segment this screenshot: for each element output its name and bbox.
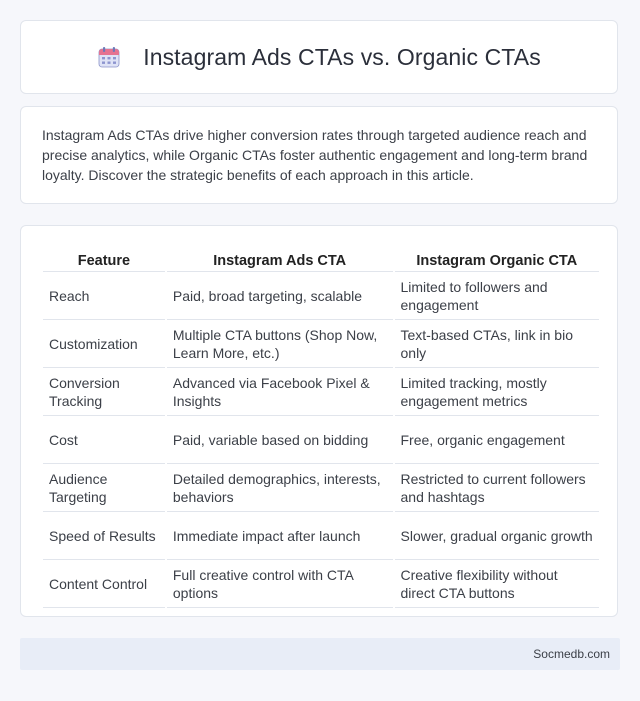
cell-ads: Paid, broad targeting, scalable [167,272,393,320]
intro-card [20,106,618,204]
cell-organic: Limited to followers and engagement [395,272,600,320]
title-row [97,44,541,71]
calendar-icon [97,45,121,69]
cell-feature: Content Control [43,560,165,608]
page-title: Instagram Ads CTAs vs. Organic CTAs [143,43,541,70]
table-row [43,320,599,368]
cell-ads: Full creative control with CTA options [167,560,393,608]
header-ads-cta: Instagram Ads CTA [167,246,393,272]
footer-site-label: Socmedb.com [533,647,610,661]
cell-organic: Limited tracking, mostly engagement metrics [395,368,600,416]
cell-ads: Multiple CTA buttons (Shop Now, Learn More, etc.) [167,320,393,368]
cell-organic: Creative flexibility without direct CTA buttons [395,560,600,608]
cell-organic: Text-based CTAs, link in bio only [395,320,600,368]
table-row [43,464,599,512]
table-row [43,272,599,320]
table-row [43,560,599,608]
table-row [43,416,599,464]
cell-ads: Detailed demographics, interests, behaviors [167,464,393,512]
intro-paragraph: Instagram Ads CTAs drive higher conversion rates through targeted audience reach and precise analytics, while Organic CTAs foster authentic engagement and long-term brand loyalty. Discover the strategic benefits of each approach in this article. [42,127,588,183]
table-header-row [43,246,599,272]
cell-ads: Paid, variable based on bidding [167,416,393,464]
cell-organic: Free, organic engagement [395,416,600,464]
header-feature: Feature [43,246,165,272]
cell-feature: Conversion Tracking [43,368,165,416]
header-organic-cta: Instagram Organic CTA [395,246,600,272]
comparison-table-card [20,225,618,617]
cell-ads: Advanced via Facebook Pixel & Insights [167,368,393,416]
cell-feature: Speed of Results [43,512,165,560]
comparison-table [41,246,601,608]
cell-feature: Reach [43,272,165,320]
cell-ads: Immediate impact after launch [167,512,393,560]
title-card [20,20,618,94]
footer-bar [20,638,620,670]
cell-feature: Audience Targeting [43,464,165,512]
cell-organic: Slower, gradual organic growth [395,512,600,560]
cell-organic: Restricted to current followers and hashtags [395,464,600,512]
cell-feature: Customization [43,320,165,368]
cell-feature: Cost [43,416,165,464]
table-row [43,368,599,416]
table-row [43,512,599,560]
